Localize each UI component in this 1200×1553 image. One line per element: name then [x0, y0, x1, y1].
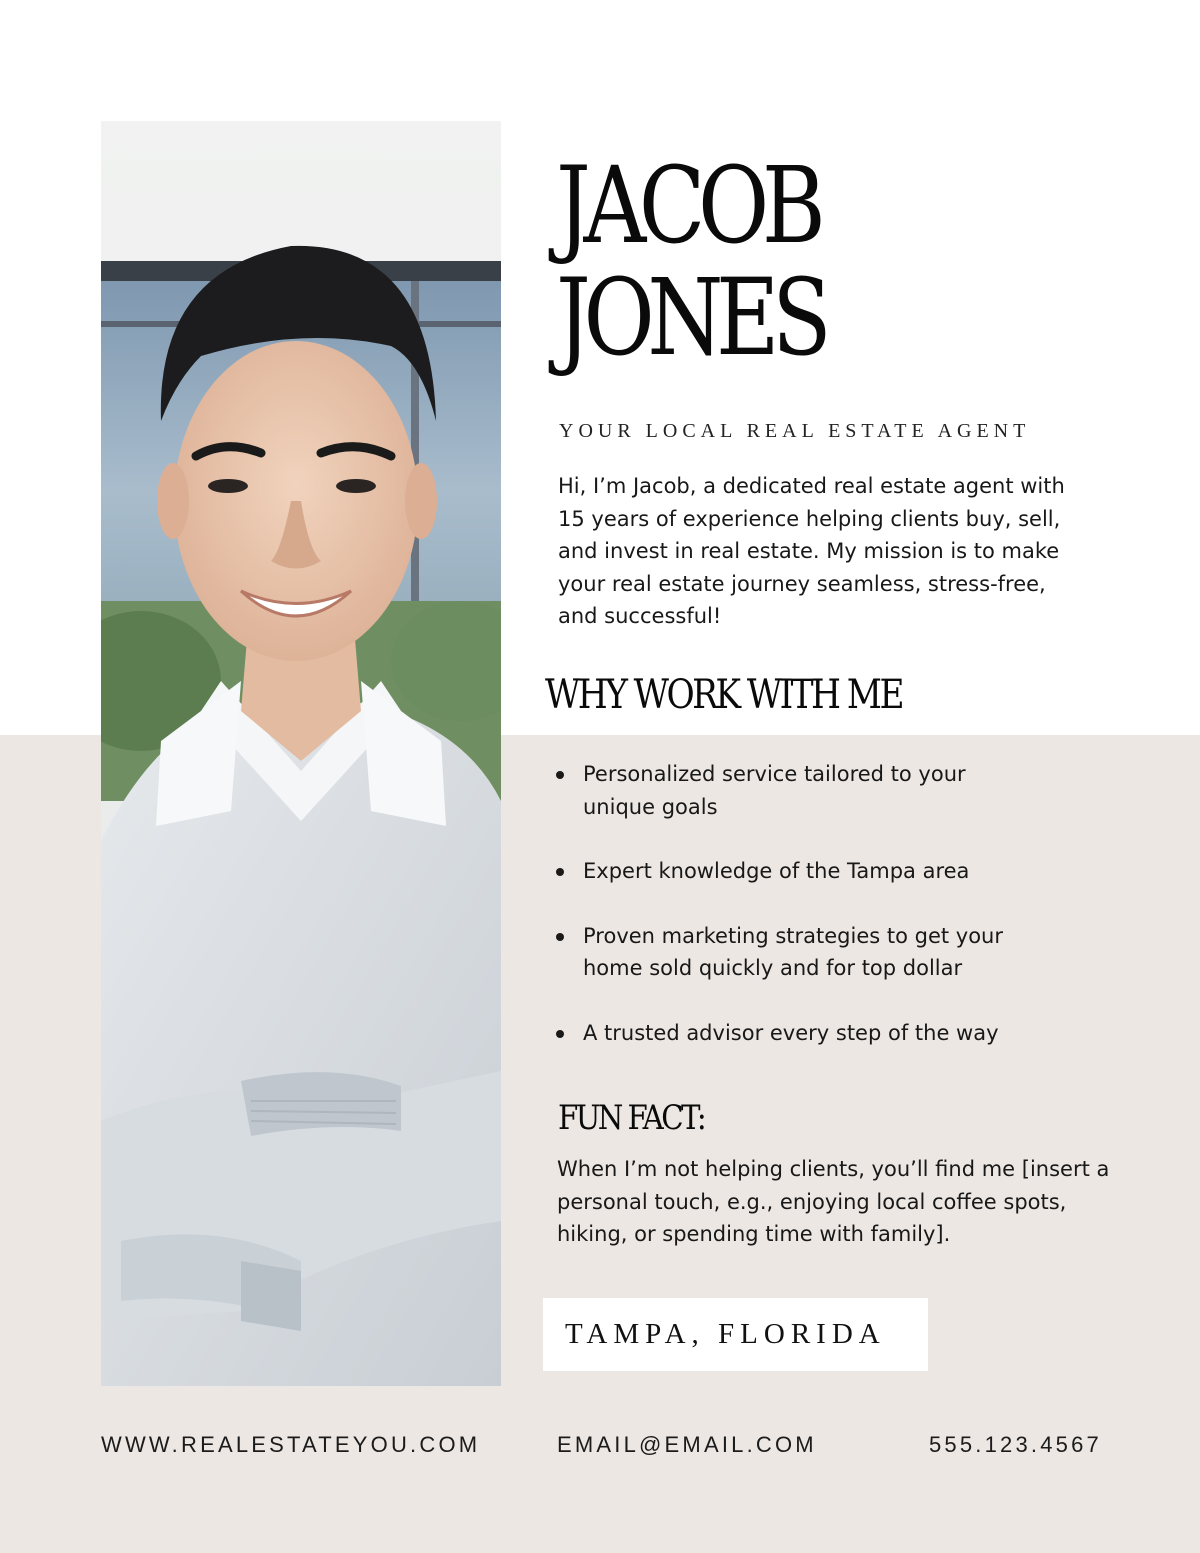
- benefit-item: [556, 1017, 1026, 1050]
- benefits-list: [556, 758, 1026, 1049]
- location-label: TAMPA, FLORIDA: [565, 1318, 886, 1350]
- benefit-item: [556, 920, 1026, 985]
- website-link[interactable]: WWW.REALESTATEYOU.COM: [101, 1432, 481, 1457]
- phone-number[interactable]: 555.123.4567: [929, 1432, 1102, 1457]
- bullet-icon: [556, 1030, 564, 1038]
- agent-name: [556, 144, 1064, 379]
- email-link[interactable]: EMAIL@EMAIL.COM: [557, 1432, 817, 1457]
- bullet-icon: [556, 868, 564, 876]
- benefit-text: Personalized service tailored to your unique goals: [583, 762, 966, 819]
- fun-fact-text: When I’m not helping clients, you’ll find me [insert a personal touch, e.g., enjoying local coffee spots, hiking, or spending time with family].: [557, 1157, 1110, 1246]
- agent-last-name: JONES: [556, 256, 825, 379]
- agent-intro: Hi, I’m Jacob, a dedicated real estate agent with 15 years of experience helping clients buy, sell, and invest in real estate. My mission is to make your real estate journey seamless, stress-free, and successful!: [558, 474, 1065, 628]
- bullet-icon: [556, 771, 564, 779]
- benefit-text: Proven marketing strategies to get your home sold quickly and for top dollar: [583, 923, 1003, 980]
- benefit-text: A trusted advisor every step of the way: [583, 1020, 999, 1045]
- agent-first-name: JACOB: [556, 144, 819, 267]
- agent-tagline: YOUR LOCAL REAL ESTATE AGENT: [559, 420, 1031, 442]
- location-badge: [543, 1298, 928, 1371]
- bullet-icon: [556, 933, 564, 941]
- agent-photo: [101, 121, 501, 1386]
- benefit-text: Expert knowledge of the Tampa area: [583, 859, 970, 883]
- benefit-item: [556, 855, 1026, 888]
- why-work-with-me-heading: WHY WORK WITH ME: [545, 672, 902, 718]
- benefit-item: [556, 758, 1026, 823]
- fun-fact-heading: FUN FACT:: [558, 1098, 705, 1138]
